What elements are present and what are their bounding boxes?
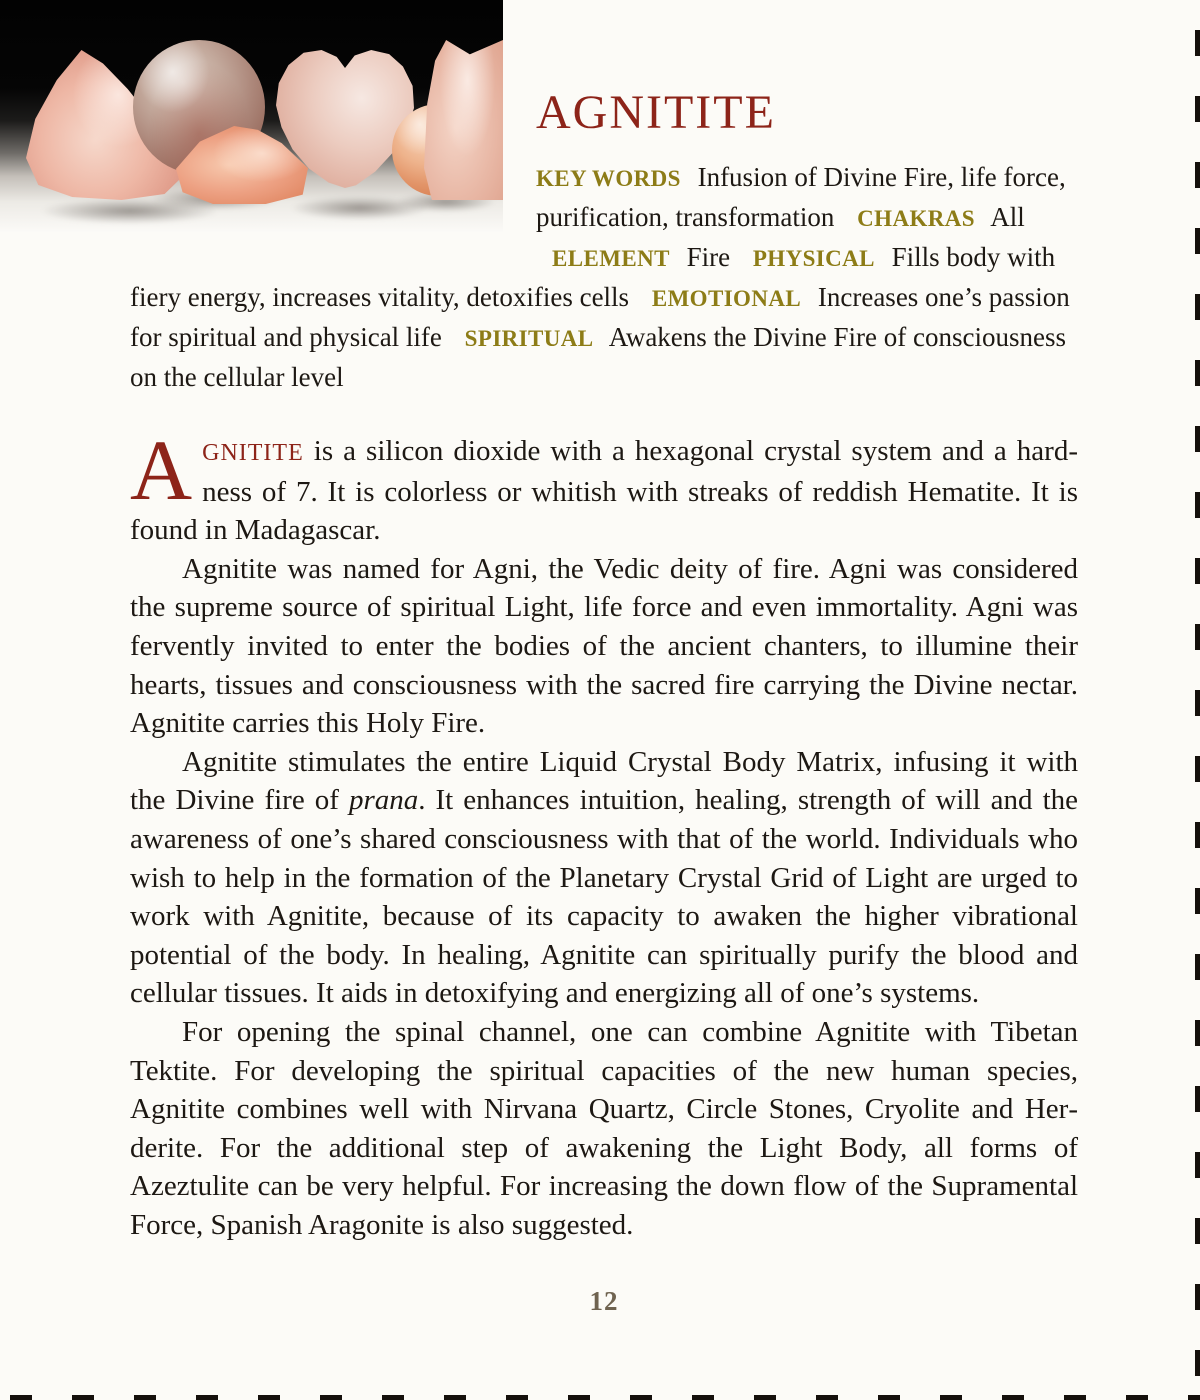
paragraph-intro — [130, 422, 1078, 550]
attribute-label-key-words: KEY WORDS — [536, 166, 681, 191]
attribute-value-physical: Fills body with fiery energy, increases vitality, detoxifies cells — [130, 242, 1056, 312]
photo-rough-crystal-right — [424, 40, 503, 200]
bottom-edge-tick-border — [0, 1395, 1200, 1400]
attribute-label-emotional: EMOTIONAL — [651, 286, 802, 311]
attribute-label-chakras: CHAKRAS — [857, 206, 975, 231]
attribute-label-physical: PHYSICAL — [752, 246, 875, 271]
italic-term-prana: prana — [348, 784, 419, 817]
drop-cap: A — [130, 422, 193, 518]
paragraph-properties — [130, 743, 1078, 1013]
attribute-label-element: ELEMENT — [552, 246, 670, 271]
paragraph-combinations: For opening the spinal channel, one can combine Agnitite with Tibetan Tektite. For developing the spiritual capacities of the new human species, Agnitite combines well with Nirvana Quartz, Circle Stones, Cryolite and Herderite. For the additional step of awakening the Light Body, all forms of Azeztulite can be very helpful. For increasing the down flow of the Supramental Force, Spanish Aragonite is also suggested. — [130, 1015, 1078, 1241]
paragraph-agni-history: Agnitite was named for Agni, the Vedic deity of fire. Agni was considered the supreme source of spiritual Light, life force and even immortality. Agni was fervently invited to enter the bodies of the ancient chanters, to illumine their hearts, tissues and consciousness with the sacred fire carrying the Divine nectar. Agnitite carries this Holy Fire. — [130, 552, 1078, 740]
attribute-value-spiritual: Awakens the Divine Fire of consciousness on the cellular level — [130, 322, 1066, 392]
agnitite-specimens-photo — [0, 0, 503, 232]
paragraph-properties-text-1: Agnitite stimulates the entire Liquid Crystal Body Matrix, infusing it with the Divine fire of — [130, 745, 1078, 817]
attribute-value-emotional: Increases one’s passion for spiritual and physical life — [130, 282, 1070, 352]
right-edge-tick-border — [1195, 0, 1200, 1400]
page-title: AGNITITE — [536, 86, 776, 139]
paragraph-properties-text-2: . It enhances intuition, healing, strength of will and the awareness of one’s shared consciousness with that of the world. Individuals who wish to help in the formation of the Planetary Crystal Grid of Light are urged to work with Agnitite, because of its capacity to awaken the higher vibrational potential of the body. In healing, Agnitite can spiritually purify the blood and cellular tissues. It aids in detoxifying and energizing all of one’s systems. — [130, 784, 1078, 1010]
paragraph-intro-text: is a silicon dioxide with a hexagonal crystal system and a hardness of 7. It is colorless or whitish with streaks of reddish Hematite. It is found in Madagascar. — [130, 435, 1078, 547]
attribute-value-key-words: Infusion of Divine Fire, life force, purification, transformation — [536, 162, 1066, 232]
attribute-label-spiritual: SPIRITUAL — [464, 326, 594, 351]
page-number: 12 — [589, 1286, 619, 1317]
attribute-value-element: Fire — [686, 242, 731, 272]
lead-word-smallcaps: GNITITE — [202, 440, 304, 466]
body-text — [130, 422, 1078, 1244]
attribute-value-chakras: All — [990, 202, 1025, 232]
